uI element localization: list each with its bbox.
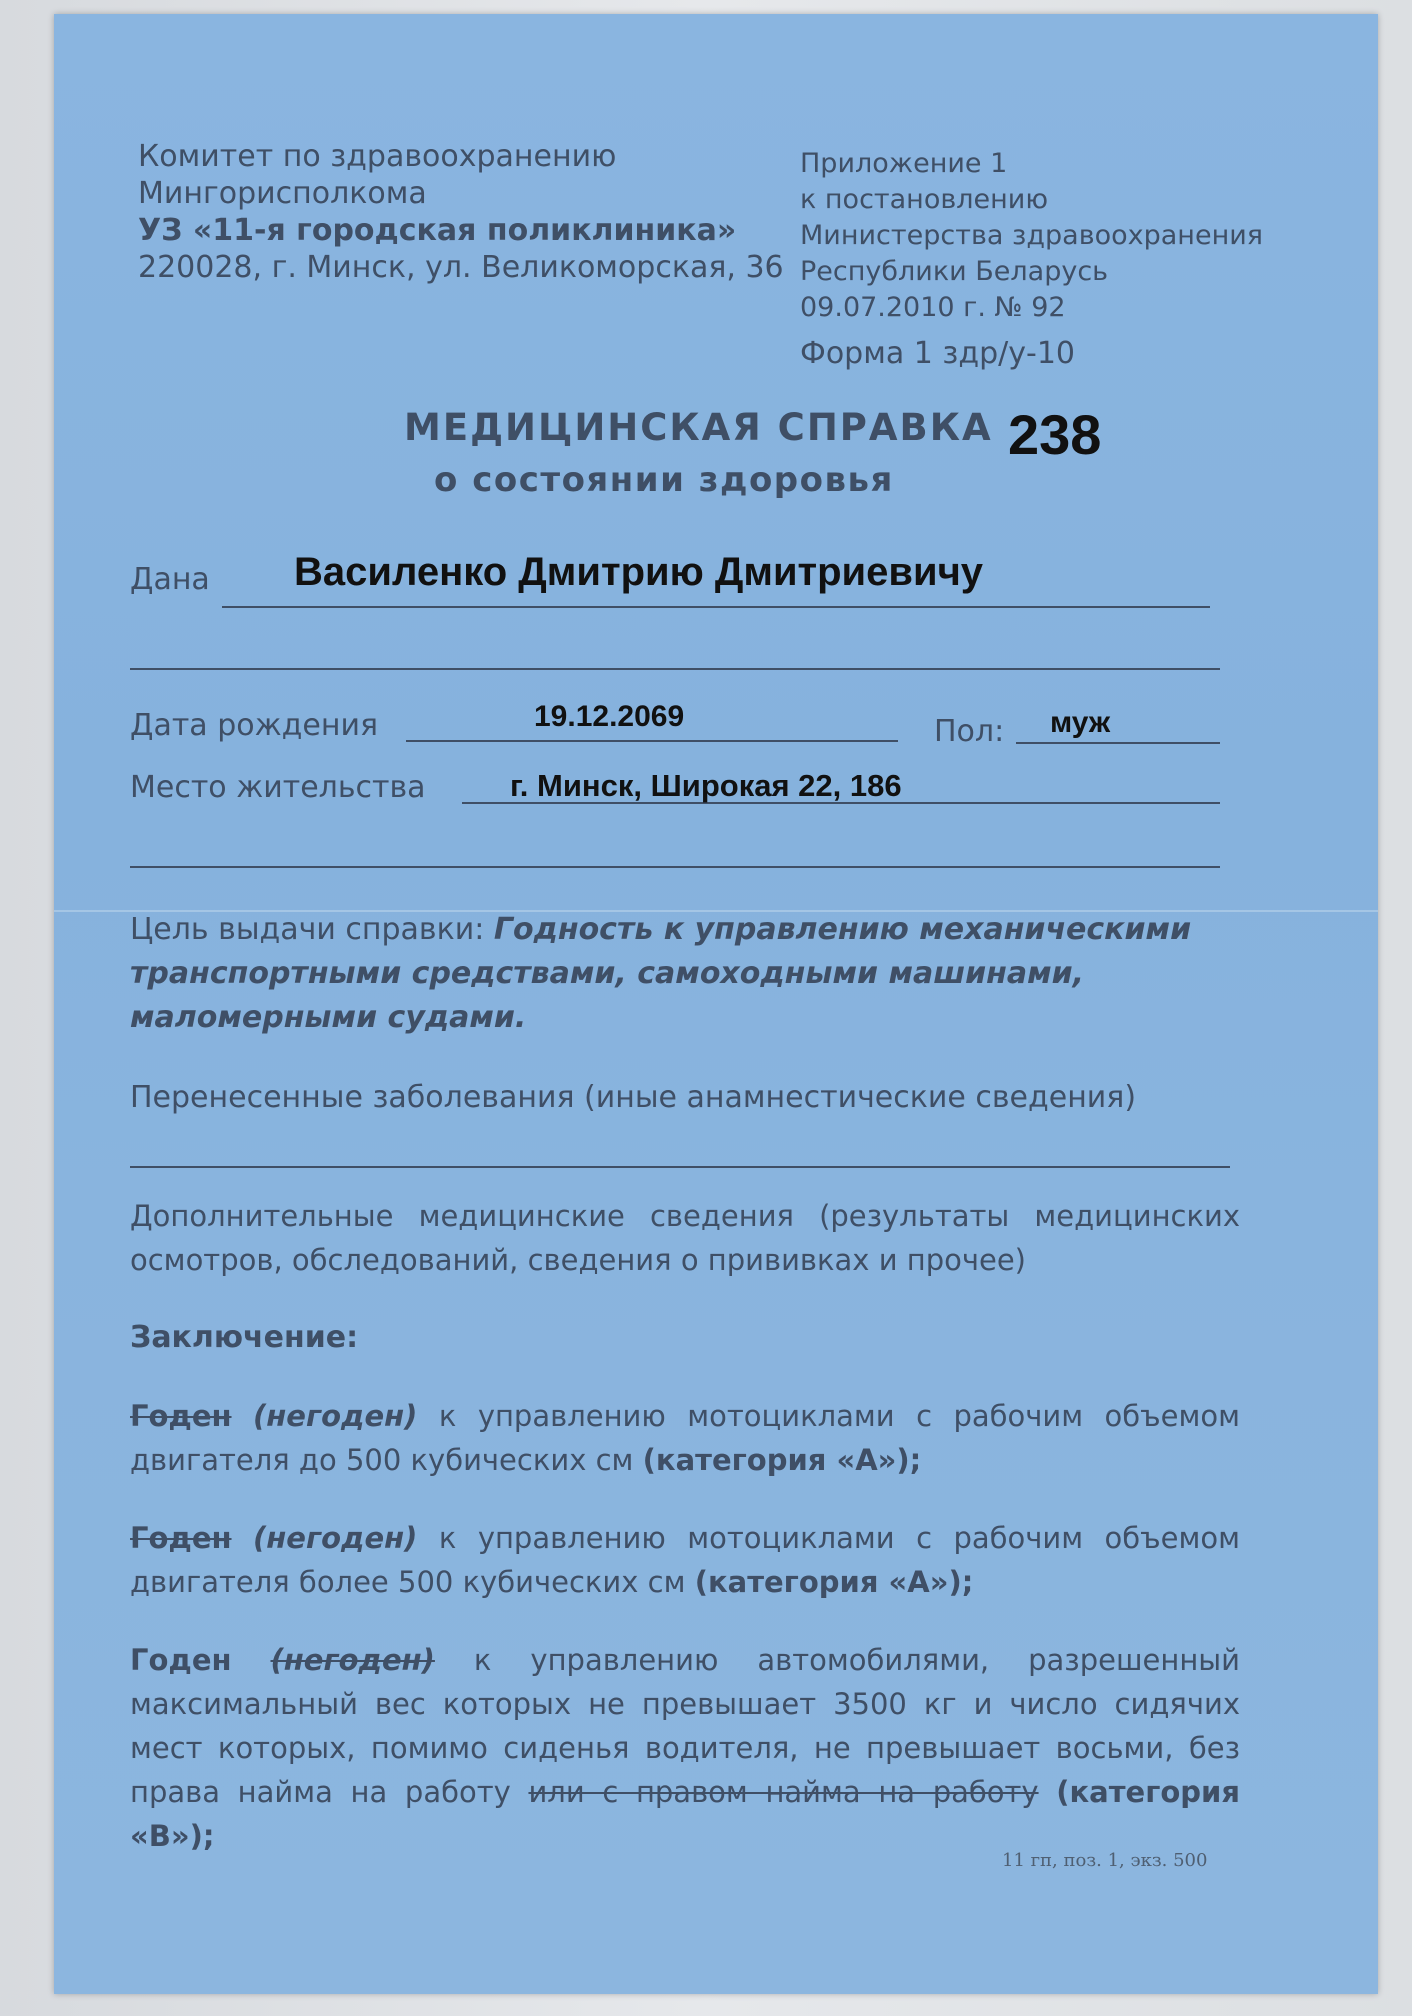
sex-underline [1016,742,1220,744]
residence-underline-2 [130,866,1220,868]
fit-mark: Годен [130,1643,232,1677]
past-diseases-underline [130,1166,1230,1168]
document-title: МЕДИЦИНСКАЯ СПРАВКА [404,406,993,449]
print-info: 11 гп, поз. 1, экз. 500 [1002,1850,1208,1871]
appendix-line4: Республики Беларусь [800,256,1109,287]
struck-option: или с правом найма на работу [528,1775,1039,1809]
dana-label: Дана [130,562,210,597]
appendix-line5: 09.07.2010 г. № 92 [800,292,1066,323]
category-label: (категория «А»); [642,1443,922,1477]
issuer-clinic: УЗ «11-я городская поликлиника» [138,213,737,248]
dob-underline [406,740,898,742]
sex-label: Пол: [934,714,1005,749]
sex-value: муж [1050,706,1111,739]
additional-info: Дополнительные медицинские сведения (результаты медицинских осмотров, обследований, сведения о прививках и прочее) [130,1199,1240,1277]
unfit-mark: (негоден) [252,1521,418,1555]
fit-struck: Годен [130,1399,232,1433]
dana-value: Василенко Дмитрию Дмитриевичу [294,550,984,594]
category-label: (категория «В»); [130,1775,1240,1853]
document-subtitle: о состоянии здоровья [434,460,894,500]
unfit-struck: (негоден) [270,1643,435,1677]
certificate-number: 238 [1008,403,1102,466]
fit-struck: Годен [130,1521,232,1555]
dob-value: 19.12.2069 [534,700,685,733]
purpose-value: Годность к управлению механическими транспортными средствами, самоходными машинами, маломерными судами. [130,912,1192,1035]
dob-label: Дата рождения [130,708,378,743]
appendix-block [800,146,1263,372]
conclusion-motorcycles-500 [130,1394,1240,1482]
issuer-block [138,138,784,286]
category-label: (категория «А»); [694,1565,974,1599]
appendix-line3: Министерства здравоохранения [800,220,1264,251]
issuer-gorispolkom: Мингорисполкома [138,176,427,211]
residence-value: г. Минск, Широкая 22, 186 [510,768,902,803]
residence-label: Место жительства [130,770,426,805]
medical-certificate-sheet [54,14,1378,1994]
form-number: Форма 1 здр/у-10 [800,336,1075,371]
conclusion-text: к управлению автомобилями, разрешенный максимальный вес которых не превышает 3500 кг и число сидячих мест которых, помимо сиденья водителя, не превышает восьми, без права найма на работу [130,1643,1241,1809]
dana-underline-2 [130,668,1220,670]
purpose-block [130,908,1230,1040]
conclusion-heading: Заключение: [130,1320,359,1355]
past-diseases-label: Перенесенные заболевания (иные анамнестические сведения) [130,1080,1137,1115]
purpose-label: Цель выдачи справки: [130,912,485,947]
appendix-line1: Приложение 1 [800,148,1008,179]
appendix-line2: к постановлению [800,184,1049,215]
issuer-address: 220028, г. Минск, ул. Великоморская, 36 [138,250,784,285]
conclusion-cars [130,1638,1240,1858]
issuer-committee: Комитет по здравоохранению [138,139,617,174]
unfit-mark: (негоден) [252,1399,418,1433]
conclusion-text: к управлению мотоциклами с рабочим объемом двигателя до 500 кубических см [130,1399,1241,1477]
conclusion-text: к управлению мотоциклами с рабочим объемом двигателя более 500 кубических см [130,1521,1241,1599]
dana-underline [222,606,1210,608]
conclusion-motorcycles-over-500 [130,1516,1240,1604]
